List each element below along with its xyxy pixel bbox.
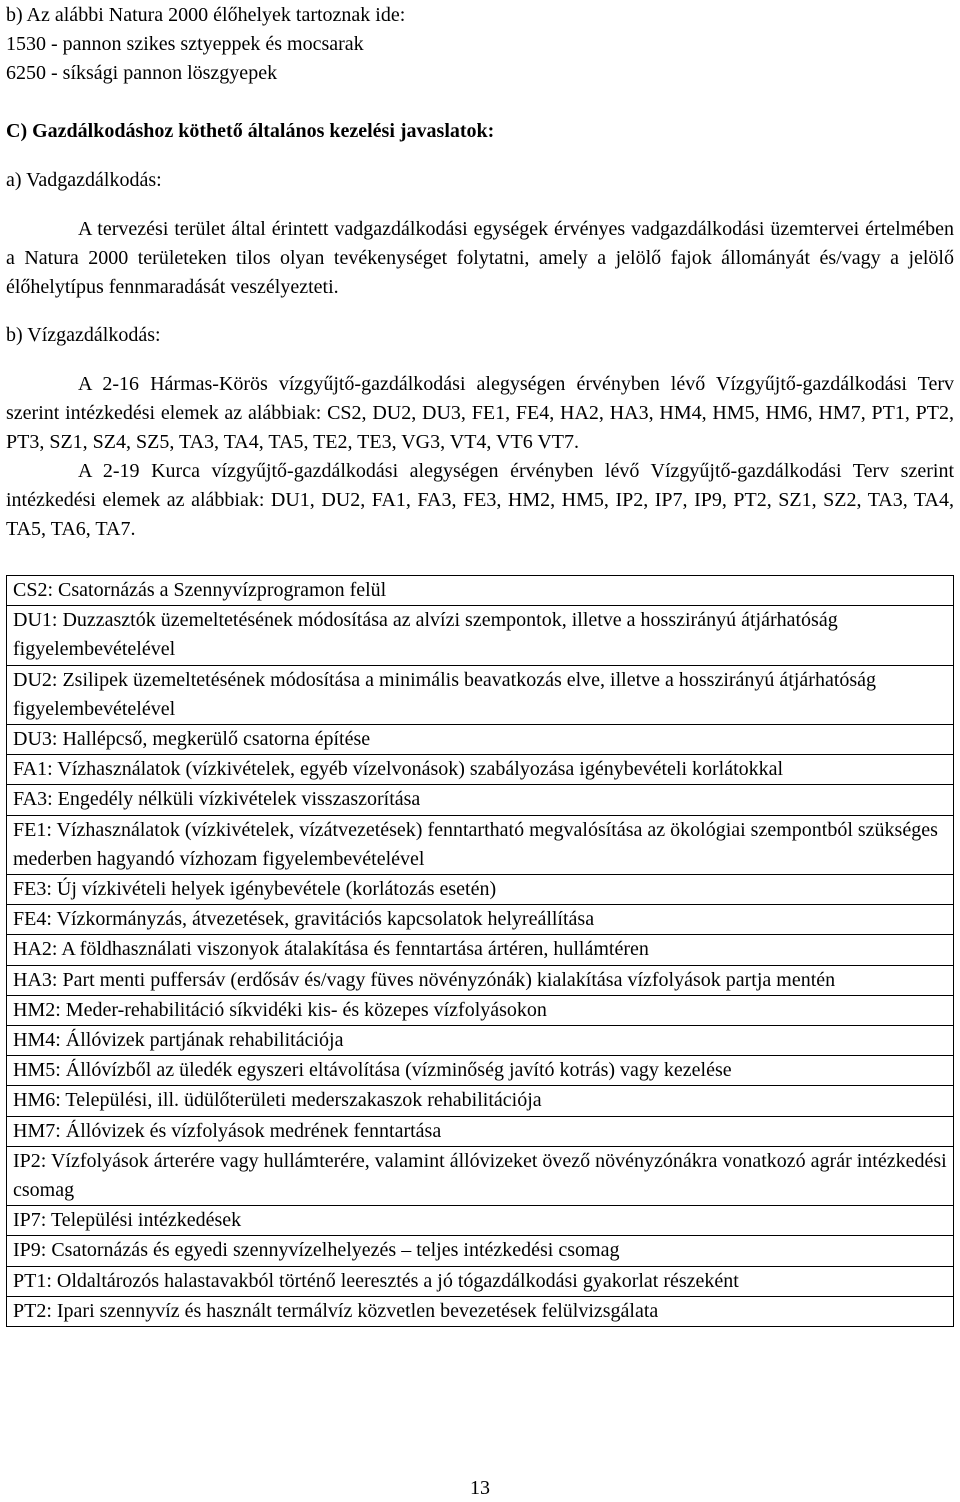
habitat-item: 6250 - síksági pannon löszgyepek xyxy=(6,62,278,84)
measure-cell: IP9: Csatornázás és egyedi szennyvízelhelyezés – teljes intézkedési csomag xyxy=(7,1236,954,1266)
water-management-paragraph: A 2-19 Kurca vízgyűjtő-gazdálkodási alegységen érvényben lévő Vízgyűjtő-gazdálkodási Terv szerint intézkedési elemek az alábbiak: DU1, DU2, FA1, FA3, FE3, HM2, HM5, IP2, IP7, IP9, PT2, SZ1, SZ2, TA3, TA4, TA5, TA6, TA7. xyxy=(6,460,954,540)
measure-cell: IP2: Vízfolyások árterére vagy hullámterére, valamint állóvizeket övező növényzónákra vonatkozó agrár intézkedési csomag xyxy=(7,1146,954,1205)
measure-cell: FE4: Vízkormányzás, átvezetések, gravitációs kapcsolatok helyreállítása xyxy=(7,905,954,935)
table-row xyxy=(7,935,954,965)
table-row xyxy=(7,815,954,874)
measure-cell: HM7: Állóvizek és vízfolyások medrének fenntartása xyxy=(7,1116,954,1146)
table-row xyxy=(7,1236,954,1266)
document-page xyxy=(6,0,954,1327)
wildlife-management-heading: a) Vadgazdálkodás: xyxy=(6,169,162,191)
table-row xyxy=(7,1296,954,1326)
measure-cell: FA1: Vízhasználatok (vízkivételek, egyéb vízelvonások) szabályozása igénybevételi korlátokkal xyxy=(7,755,954,785)
measure-cell: HA2: A földhasználati viszonyok átalakítása és fenntartása ártéren, hullámtéren xyxy=(7,935,954,965)
table-row xyxy=(7,905,954,935)
measure-cell: FE3: Új vízkivételi helyek igénybevétele (korlátozás esetén) xyxy=(7,875,954,905)
page-number: 13 xyxy=(470,1477,490,1499)
measure-cell: HM6: Települési, ill. üdülőterületi mederszakaszok rehabilitációja xyxy=(7,1086,954,1116)
table-row xyxy=(7,755,954,785)
measure-cell: PT2: Ipari szennyvíz és használt termálvíz közvetlen bevezetések felülvizsgálata xyxy=(7,1296,954,1326)
table-row xyxy=(7,1026,954,1056)
table-row xyxy=(7,1146,954,1205)
measure-cell: CS2: Csatornázás a Szennyvízprogramon felül xyxy=(7,576,954,606)
measure-cell: PT1: Oldaltározós halastavakból történő leeresztés a jó tógazdálkodási gyakorlat részeként xyxy=(7,1266,954,1296)
measure-cell: HM4: Állóvizek partjának rehabilitációja xyxy=(7,1026,954,1056)
measure-cell: IP7: Települési intézkedések xyxy=(7,1206,954,1236)
water-management-paragraph: A 2-16 Hármas-Körös vízgyűjtő-gazdálkodási alegységen érvényben lévő Vízgyűjtő-gazdálkodási Terv szerint intézkedési elemek az alábbiak: CS2, DU2, DU3, FE1, FE4, HA2, HA3, HM4, HM5, HM6, HM7, PT1, PT2, PT3, SZ1, SZ4, SZ5, TA3, TA4, TA5, TE2, TE3, VG3, VT4, VT6 VT7. xyxy=(6,373,954,453)
table-row xyxy=(7,875,954,905)
measure-cell: HM5: Állóvízből az üledék egyszeri eltávolítása (vízminőség javító kotrás) vagy kezelése xyxy=(7,1056,954,1086)
table-row xyxy=(7,965,954,995)
table-row xyxy=(7,1206,954,1236)
table-row xyxy=(7,1086,954,1116)
table-row xyxy=(7,995,954,1025)
table-row xyxy=(7,725,954,755)
table-row xyxy=(7,576,954,606)
habitat-list-heading: b) Az alábbi Natura 2000 élőhelyek tartoznak ide: xyxy=(6,4,406,26)
table-row xyxy=(7,665,954,724)
measure-cell: DU2: Zsilipek üzemeltetésének módosítása a minimális beavatkozás elve, illetve a hosszirányú átjárhatóság figyelembevételével xyxy=(7,665,954,724)
table-row xyxy=(7,785,954,815)
table-row xyxy=(7,1056,954,1086)
habitat-list xyxy=(6,0,954,88)
measure-cell: HM2: Meder-rehabilitáció síkvidéki kis- és közepes vízfolyásokon xyxy=(7,995,954,1025)
water-management-heading: b) Vízgazdálkodás: xyxy=(6,324,161,346)
measures-table xyxy=(6,575,954,1327)
measure-cell: DU1: Duzzasztók üzemeltetésének módosítása az alvízi szempontok, illetve a hosszirányú átjárhatóság figyelembevételével xyxy=(7,606,954,665)
table-row xyxy=(7,1116,954,1146)
measure-cell: DU3: Hallépcső, megkerülő csatorna építése xyxy=(7,725,954,755)
habitat-item: 1530 - pannon szikes sztyeppek és mocsarak xyxy=(6,33,364,55)
measure-cell: FE1: Vízhasználatok (vízkivételek, vízátvezetések) fenntartható megvalósítása az ökológiai szempontból szükséges mederben hagyandó vízhozam figyelembevételével xyxy=(7,815,954,874)
measure-cell: FA3: Engedély nélküli vízkivételek visszaszorítása xyxy=(7,785,954,815)
table-row xyxy=(7,1266,954,1296)
measure-cell: HA3: Part menti puffersáv (erdősáv és/vagy füves növényzónák) kialakítása vízfolyások partja mentén xyxy=(7,965,954,995)
wildlife-management-paragraph: A tervezési terület által érintett vadgazdálkodási egységek érvényes vadgazdálkodási üzemtervei értelmében a Natura 2000 területeken tilos olyan tevékenységet folytatni, amely a jelölő fajok állományát és/vagy a jelölő élőhelytípus fennmaradását veszélyezteti. xyxy=(6,218,954,298)
section-c-heading: C) Gazdálkodáshoz köthető általános kezelési javaslatok: xyxy=(6,120,495,142)
table-row xyxy=(7,606,954,665)
